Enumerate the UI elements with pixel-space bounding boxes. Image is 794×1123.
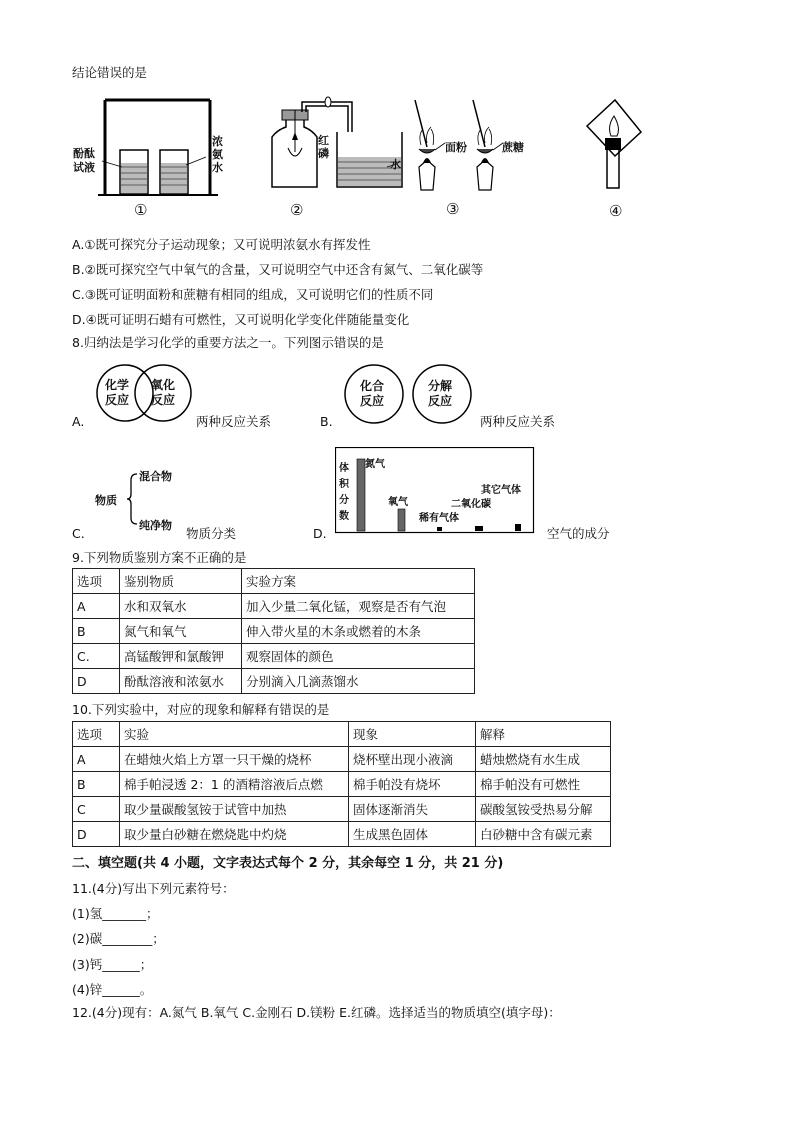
q9-table [72,568,475,694]
q11-item-4: (4)锌______。 [72,982,153,997]
bar-oxygen-label: 氧气 [388,497,408,508]
cell-experiment: 棉手帕浸透 2：1 的酒精溶液后点燃 [120,772,349,797]
q7-figure-4 [585,98,645,220]
q8-b-caption: 两种反应关系 [480,414,556,429]
cell-experiment: 取少量白砂糖在燃烧匙中灼烧 [120,822,349,847]
cell-option: C [73,797,120,822]
q8-diagram-d [335,447,535,534]
table-row [73,772,611,797]
cell-method: 伸入带火星的木条或燃着的木条 [242,619,475,644]
cell-substances: 氮气和氧气 [120,619,242,644]
label-flour: 面粉 [445,141,467,154]
cell-phenomenon: 生成黑色固体 [349,822,476,847]
cell-explanation: 棉手帕没有可燃性 [476,772,611,797]
cell-method: 观察固体的颜色 [242,644,475,669]
cell-phenomenon: 烧杯壁出现小液滴 [349,747,476,772]
label-water: 水 [390,158,401,171]
cell-phenomenon: 固体逐渐消失 [349,797,476,822]
cell-explanation: 白砂糖中含有碳元素 [476,822,611,847]
q8-a-letter: A. [72,414,85,429]
q8-a-caption: 两种反应关系 [196,414,272,429]
q10-table [72,721,611,847]
q7-figure-1 [70,95,240,220]
q7-option-d: D.④既可证明石蜡有可燃性，又可说明化学变化伴随能量变化 [72,312,410,327]
cell-option: B [73,772,120,797]
q8-diagram-c [95,468,190,530]
q7-stem-tail: 结论错误的是 [72,65,148,80]
cell-phenomenon: 棉手帕没有烧坏 [349,772,476,797]
q7-option-a: A.①既可探究分子运动现象；又可说明浓氨水有挥发性 [72,237,371,252]
q11-item-3: (3)钙______； [72,957,153,972]
q8-d-caption: 空气的成分 [547,526,610,541]
circle-combination-reaction: 化合反应 [360,379,385,408]
q7-figure-2 [262,92,412,219]
d-ylabel: 体积分数 [339,463,349,522]
cell-substances: 酚酞溶液和浓氨水 [120,669,242,694]
q12-stem: 12.(4分)现有：A.氮气 B.氧气 C.金刚石 D.镁粉 E.红磷。选择适当的物质填空(填字母)： [72,1005,561,1020]
fig-number-4: ④ [609,202,623,220]
q10-stem: 10.下列实验中，对应的现象和解释有错误的是 [72,702,330,717]
cell-experiment: 在蜡烛火焰上方罩一只干燥的烧杯 [120,747,349,772]
circle-oxidation-reaction: 氧化反应 [151,378,176,407]
cell-option: D [73,669,120,694]
bar-co2-label: 二氧化碳 [451,499,491,510]
cell-option: A [73,594,120,619]
q7-figure-3 [405,95,535,218]
q8-stem: 8.归纳法是学习化学的重要方法之一。下列图示错误的是 [72,335,384,350]
label-sugar: 蔗糖 [502,141,524,154]
cell-substances: 水和双氧水 [120,594,242,619]
header-option: 选项 [73,722,120,747]
header-experiment: 实验 [120,722,349,747]
header-method: 实验方案 [242,569,475,594]
q8-diagram-a [95,363,195,423]
label-phenol: 酚酞试液 [73,147,95,174]
header-option: 选项 [73,569,120,594]
cell-option: C. [73,644,120,669]
cell-explanation: 蜡烛燃烧有水生成 [476,747,611,772]
table-header-row [73,569,475,594]
section-2-title: 二、填空题(共 4 小题，文字表达式每个 2 分，其余每空 1 分，共 21 分) [72,856,504,871]
root-matter: 物质 [95,494,117,507]
header-substances: 鉴别物质 [120,569,242,594]
cell-option: A [73,747,120,772]
fig-number-2: ② [290,201,304,219]
bar-noble-gas-label: 稀有气体 [419,513,459,524]
table-row [73,619,475,644]
cell-method: 加入少量二氧化锰，观察是否有气泡 [242,594,475,619]
circle-decomposition-reaction: 分解反应 [428,379,453,408]
circle-chemical-reaction: 化学反应 [105,378,130,407]
q11-item-2: (2)碳________； [72,931,165,946]
q8-b-letter: B. [320,414,333,429]
table-row [73,747,611,772]
cell-option: B [73,619,120,644]
table-row [73,822,611,847]
bar-nitrogen-label: 氮气 [365,459,385,470]
q8-diagram-b [344,363,484,425]
q7-option-c: C.③既可证明面粉和蔗糖有相同的组成，又可说明它们的性质不同 [72,287,434,302]
q8-c-letter: C. [72,526,85,541]
label-ammonia: 浓氨水 [212,135,223,174]
table-header-row [73,722,611,747]
table-row [73,594,475,619]
q7-option-b: B.②既可探究空气中氧气的含量，又可说明空气中还含有氮气、二氧化碳等 [72,262,484,277]
q11-item-1: (1)氢_______； [72,906,159,921]
q11-stem: 11.(4分)写出下列元素符号： [72,881,235,896]
header-explanation: 解释 [476,722,611,747]
branch-pure-substance: 纯净物 [139,519,172,532]
table-row [73,797,611,822]
cell-option: D [73,822,120,847]
branch-mixture: 混合物 [139,470,172,483]
table-row [73,644,475,669]
fig-number-3: ③ [446,200,460,218]
label-red-phosphorus: 红磷 [318,134,329,160]
cell-experiment: 取少量碳酸氢铵于试管中加热 [120,797,349,822]
header-phenomenon: 现象 [349,722,476,747]
q9-stem: 9.下列物质鉴别方案不正确的是 [72,550,247,565]
q8-c-caption: 物质分类 [186,526,237,541]
cell-substances: 高锰酸钾和氯酸钾 [120,644,242,669]
table-row [73,669,475,694]
cell-method: 分别滴入几滴蒸馏水 [242,669,475,694]
bar-other-gas-label: 其它气体 [481,485,521,496]
cell-explanation: 碳酸氢铵受热易分解 [476,797,611,822]
fig-number-1: ① [134,201,148,219]
q8-d-letter: D. [313,526,327,541]
